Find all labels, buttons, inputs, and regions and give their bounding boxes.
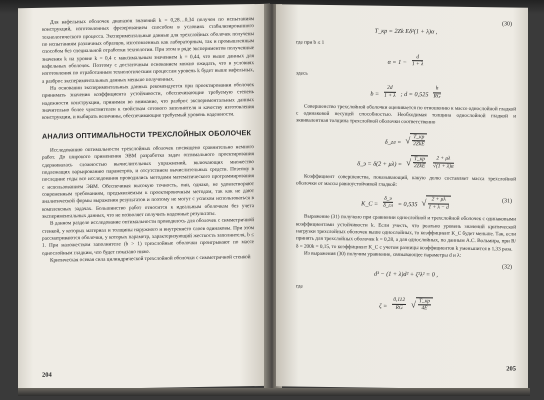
sqrt-body xyxy=(410,133,427,148)
paragraph: В данном разделе исследование оптимальности проводилось для оболочек с симметричной стенкой, у которых материал и толщины наружного и внутреннего слоев одинаковы. При этом рассматриваются оболочки, у которых параметр, характеризующий жесткость заполнителя, b ≤ 1. При маложестком заполнителе (b > 1) трехслойные оболочки проигрывают по массе однослойным гладким, что будет показано ниже. xyxy=(42,217,254,257)
equation-number: (32) xyxy=(502,264,512,272)
equation-b xyxy=(296,81,516,102)
open-book xyxy=(18,6,530,394)
fraction-numerator: 2 + μλ xyxy=(433,156,454,164)
equation-text: T_кр = 2Zk Eδ²(1 + λ)α , xyxy=(374,27,438,36)
paragraph: Для вафельных оболочек диапазон значений k = 0,28…0,34 получен по испытаниям конструкций, изготовленных фрезерованием способом в условиях стабилизированного технологического процесса. Экспериментальные данные для трехслойных оболочек получены по испытаниям различных образцов, изготовленных как лабораторным, так и промышленным способом без специальной отработки технологии. При этом в ряде экспериментов полученные значения k на уровне k = 0,4 с максимальным значением k = 0,44, что выше данных для вафельных оболочек. Поэтому с достаточным основанием можно ожидать, что в условиях изготовления по отработанным технологическим процессам уровень k будет выше вафельных, а разброс экспериментальных данных меньше полученных. xyxy=(42,16,254,85)
fraction-denominator: 2ZkE xyxy=(413,163,426,170)
equation-zeta xyxy=(296,293,516,314)
sqrt-body xyxy=(411,155,428,170)
fraction xyxy=(418,298,431,312)
paragraph: На основании экспериментальных данных рекомендуется при проектировании оболочек принимать значения коэффициента устойчивости, обеспечивающие требуемую степень надежности конструкции, принимая во внимание, что разброс экспериментальных данных значительно более чувствителен к свойствам сотового заполнителя и качеству изготовления конструкции, и выбирать величины, обеспечивающие требуемый уровень надежности. xyxy=(42,82,254,122)
equation-31 xyxy=(296,192,516,213)
fraction-numerator: 2 + μλ xyxy=(428,197,448,205)
fraction-numerator: T_кр xyxy=(414,155,425,162)
equation-32 xyxy=(296,262,516,283)
fraction xyxy=(392,297,406,311)
equation-number: (30) xyxy=(502,21,512,28)
fraction xyxy=(433,86,440,100)
equation-text: K_C = xyxy=(361,200,379,209)
fraction-numerator: h xyxy=(433,86,440,94)
sqrt-symbol: √ xyxy=(411,299,416,310)
fraction-numerator: 0,112 xyxy=(393,297,406,304)
fraction-denominator: RG xyxy=(395,304,403,311)
equation-text: δ_гл = xyxy=(384,138,402,146)
sqrt-symbol: √ xyxy=(405,135,411,146)
fraction-numerator: d xyxy=(412,54,423,62)
text-line: где xyxy=(296,283,303,291)
equation-delta-e xyxy=(296,151,516,172)
equation-text: b = xyxy=(370,90,380,98)
equation-number: (31) xyxy=(502,198,512,205)
equation-text: δ_э = δ(2 + μλ) = xyxy=(357,160,403,168)
page-number: 205 xyxy=(506,365,516,373)
fraction-denominator: δ_гл xyxy=(383,202,393,210)
fraction xyxy=(384,85,395,99)
text-line: где при b ≤ 1 xyxy=(296,39,325,46)
equation-alpha xyxy=(296,50,516,71)
paragraph: Выражение (31) получено при сравнении однослойной и трехслойной оболочек с одинаковыми коэффициентами устойчивости k. Если учесть, что реально уровень значений критической нагрузки трехслойных оболочек выше однослойных, то коэффициент K_C будет меньше. Так, если принять для трехслойных оболочек k = 0,28, а для однослойных, по данным А.С. Вольмира, при R/δ = 200k = 0,15, то коэффициент K_C с учетом разницы коэффициентов k уменьшится в 1,33 раза. xyxy=(296,214,516,253)
fraction-denominator: 4E xyxy=(421,305,428,312)
fraction-numerator: 2d xyxy=(384,85,395,93)
equation-text: ζ = xyxy=(379,302,388,310)
page-number: 204 xyxy=(42,371,52,379)
book-bottom-edge xyxy=(18,388,530,396)
paragraph: Исследованию оптимальности трехслойных оболочек посвящено сравнительно немного работ. До широкого применения ЭВМ разработка задач оптимального проектирования сдерживалась сложностью вычислительных упражнений, включающих множество подлежащих варьированию параметров, и отсутствием вычислительных средств. Поэтому в последние годы все исследования проводились методами математического программирования с использованием ЭВМ. Обеспечивая высокую точность, они, однако, не удовлетворяют современным требованиям, предъявляемым к проектировочным методам, так как не дают аналитической формы выражения результатов и поэтому не могут с успехом использоваться в комплексных задачах. Большинство работ относится к идеальным оболочкам без учета экспериментальных данных, что не позволяет получить надежные результаты. xyxy=(42,143,254,220)
right-page xyxy=(276,4,528,390)
text-line: здесь xyxy=(296,70,308,78)
fraction xyxy=(412,134,425,148)
equation-delta-gl xyxy=(296,129,516,150)
equation-30 xyxy=(296,19,516,40)
left-page xyxy=(18,4,270,390)
equation-text: = 0,535 xyxy=(397,201,418,209)
fraction-numerator: T_кр xyxy=(413,133,425,140)
paragraph: Из выражения (30) получим уравнение, связывающее параметры d и λ: xyxy=(304,250,462,259)
fraction-denominator: 2ZkE xyxy=(413,141,425,148)
fraction xyxy=(383,196,393,210)
equation-text: ; d = 0,525 xyxy=(400,90,429,99)
fraction-denominator: 1 + λ xyxy=(384,92,396,99)
sqrt-body xyxy=(426,196,450,211)
fraction-denominator: RG xyxy=(433,92,441,100)
fraction-numerator: T_кр xyxy=(419,297,430,305)
fraction-numerator: δ_э xyxy=(384,195,392,202)
sqrt-symbol: √ xyxy=(421,198,427,209)
section-heading: АНАЛИЗ ОПТИМАЛЬНОСТИ ТРЕХСЛОЙНЫХ ОБОЛОЧЕК xyxy=(42,127,252,141)
fraction-denominator: 1 + λ xyxy=(411,61,424,68)
equation-text: α = 1 − xyxy=(387,59,407,67)
fraction xyxy=(413,156,426,170)
fraction-denominator: √(1 + λ)α xyxy=(432,162,454,170)
paragraph: Коэффициент совершенства, показывающий, какую долю составляет масса трехслойной оболочки от массы равноустойчивой гладкой: xyxy=(296,173,516,188)
equation-text: d³ − (1 + λ)d² + ζ²λ² = 0 , xyxy=(374,271,438,279)
sqrt-symbol: √ xyxy=(406,157,412,168)
sqrt-body xyxy=(416,297,433,312)
fraction xyxy=(433,156,454,170)
fraction xyxy=(428,197,448,211)
paragraph: Совершенство трехслойной оболочки оценивается по отношению к массе однослойной гладкой с одинаковой несущей способностью. Необходимая толщина однослойной гладкой и эквивалентная толщина трехслойной оболочки соответственно xyxy=(296,103,516,126)
paragraph: Критическая осевая сила цилиндрической трехслойной оболочки с симметричной стенкой xyxy=(50,254,251,264)
fraction-denominator: 1 + λ − d xyxy=(428,204,449,211)
fraction xyxy=(412,54,423,68)
